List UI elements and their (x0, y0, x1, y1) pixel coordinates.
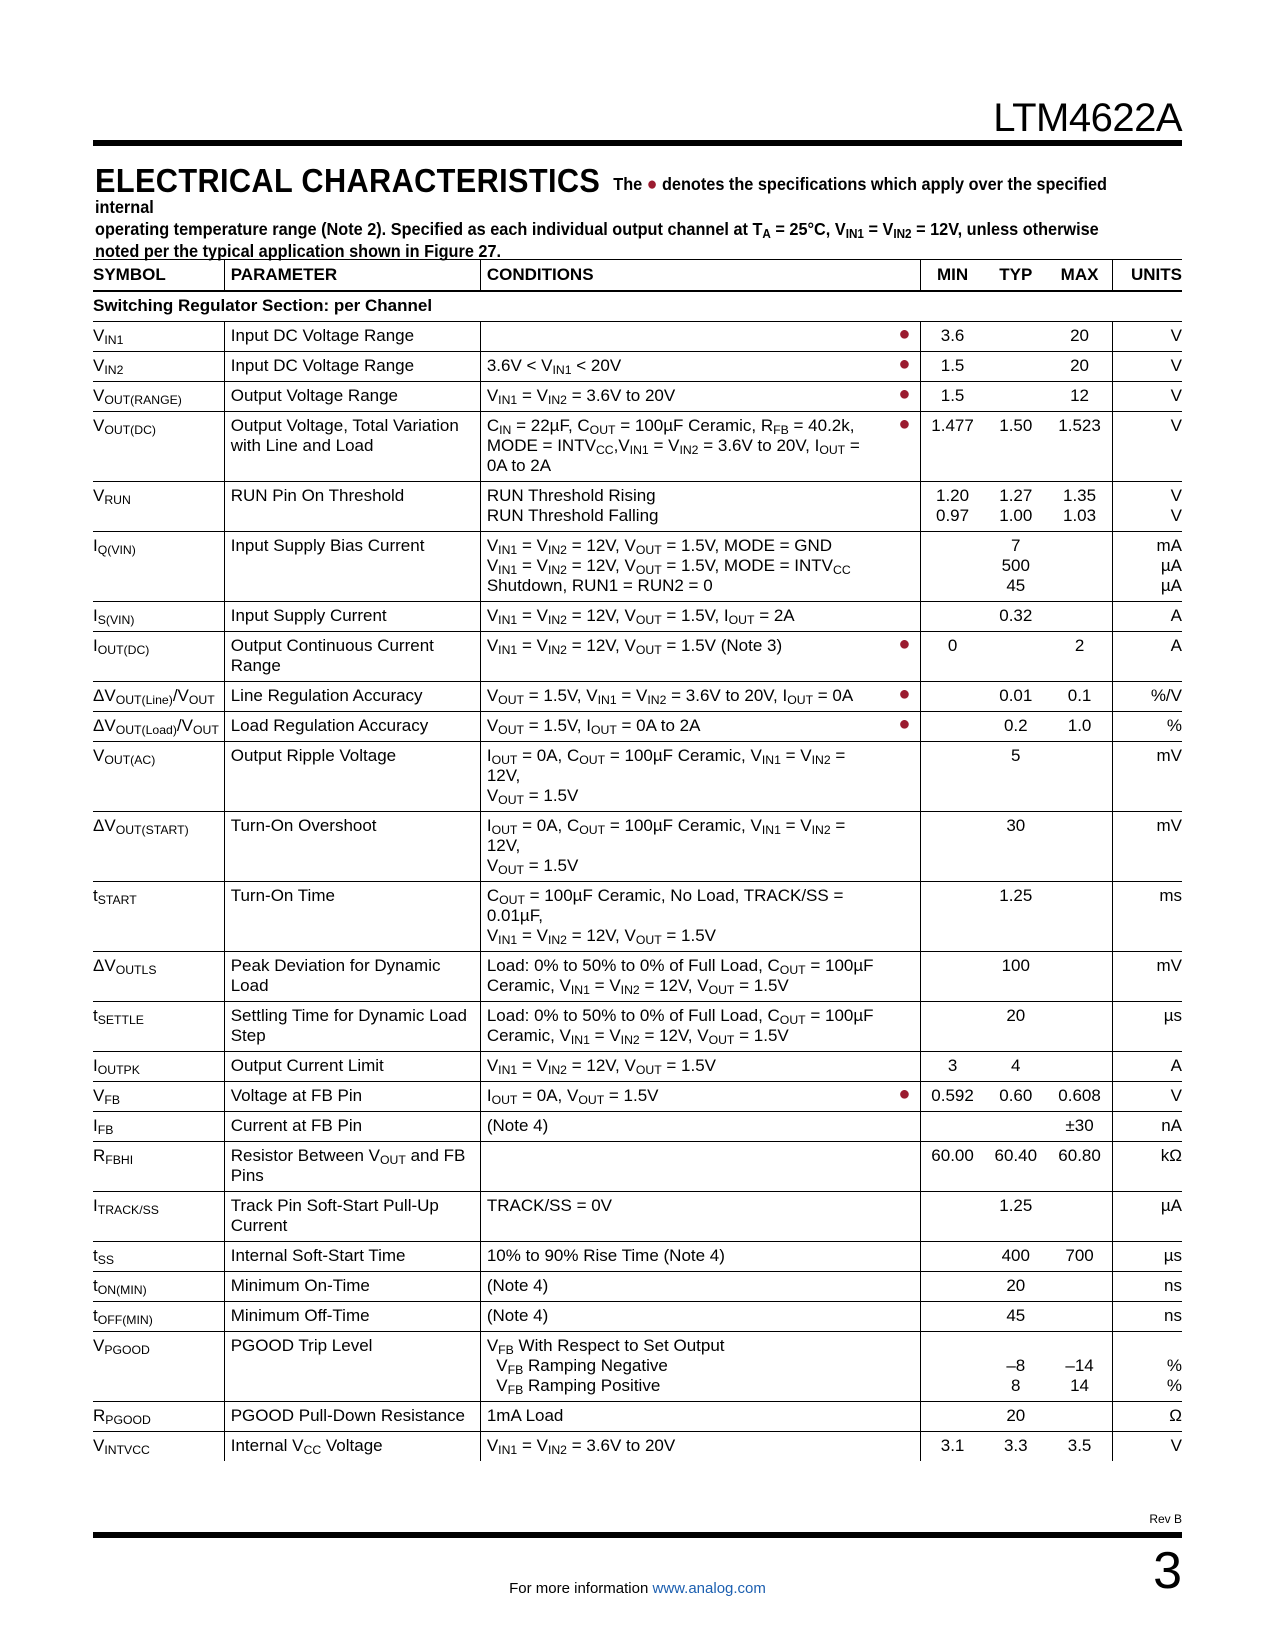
typ-cell: 5 (984, 742, 1047, 812)
section-heading (95, 162, 1109, 262)
max-cell (1048, 812, 1113, 882)
conditions-cell: Load: 0% to 50% to 0% of Full Load, $C_{OUT} = 100\mu F$ Ceramic, $V_{IN1} = V_{IN2} = 12V$, $V_{OUT} = 1.5V$ (480, 952, 889, 1002)
table-row (93, 1432, 1182, 1462)
min-cell (921, 1402, 984, 1432)
typ-cell: 1.27 1.00 (984, 482, 1047, 532)
conditions-cell: $V_{FB}$ With Respect to Set Output $V_{FB}$ Ramping Negative $V_{FB}$ Ramping Positive (480, 1332, 889, 1402)
bullet-cell (889, 1242, 921, 1272)
typ-cell: 30 (984, 812, 1047, 882)
parameter-cell: Load Regulation Accuracy (224, 712, 480, 742)
conditions-cell: (Note 4) (480, 1302, 889, 1332)
table-row (93, 1002, 1182, 1052)
max-cell: 1.0 (1048, 712, 1113, 742)
min-cell (921, 1242, 984, 1272)
bullet-icon: ● (898, 413, 911, 435)
symbol-cell: $\Delta V_{OUTLS}$ (93, 952, 224, 1002)
intro-vin2-sub: IN2 (893, 227, 912, 241)
typ-cell: 45 (984, 1302, 1047, 1332)
symbol-cell: $V_{OUT(RANGE)}$ (93, 382, 224, 412)
typ-cell: 400 (984, 1242, 1047, 1272)
units-cell: mV (1112, 812, 1182, 882)
table-row (93, 1242, 1182, 1272)
table-row (93, 352, 1182, 382)
symbol-cell: $I_{TRACK/SS}$ (93, 1192, 224, 1242)
max-cell (1048, 882, 1113, 952)
table-row (93, 682, 1182, 712)
min-cell: 0 (921, 632, 984, 682)
bullet-cell (889, 742, 921, 812)
min-cell (921, 1112, 984, 1142)
table-row (93, 1332, 1182, 1402)
units-cell: V (1112, 412, 1182, 482)
typ-cell: 1.50 (984, 412, 1047, 482)
units-cell: % (1112, 712, 1182, 742)
bullet-icon: ● (898, 353, 911, 375)
bullet-cell (889, 382, 921, 412)
parameter-cell: Minimum On-Time (224, 1272, 480, 1302)
bullet-icon: ● (898, 323, 911, 345)
symbol-cell: $V_{FB}$ (93, 1082, 224, 1112)
typ-cell: 20 (984, 1002, 1047, 1052)
symbol-cell: $R_{PGOOD}$ (93, 1402, 224, 1432)
conditions-cell: $V_{IN1} = V_{IN2} = 12V$, $V_{OUT} = 1.5V$ (Note 3) (480, 632, 889, 682)
conditions-cell (480, 1142, 889, 1192)
conditions-cell: TRACK/SS = 0V (480, 1192, 889, 1242)
typ-cell: 20 (984, 1402, 1047, 1432)
conditions-cell: $V_{IN1} = V_{IN2} = 3.6V$ to 20V (480, 1432, 889, 1462)
parameter-cell: RUN Pin On Threshold (224, 482, 480, 532)
symbol-cell: $V_{RUN}$ (93, 482, 224, 532)
symbol-cell: $t_{START}$ (93, 882, 224, 952)
col-units: UNITS (1112, 260, 1182, 292)
parameter-cell: Turn-On Time (224, 882, 480, 952)
table-row (93, 1142, 1182, 1192)
col-bullet (889, 260, 921, 292)
bullet-cell (889, 352, 921, 382)
min-cell (921, 742, 984, 812)
bullet-icon: ● (898, 1083, 911, 1105)
conditions-cell: $I_{OUT} = 0A$, $C_{OUT} = 100\mu F$ Ceramic, $V_{IN1} = V_{IN2} = 12V$, $V_{OUT} = 1.5V$ (480, 742, 889, 812)
symbol-cell: $I_{OUT(DC)}$ (93, 632, 224, 682)
conditions-cell: RUN Threshold Rising RUN Threshold Falling (480, 482, 889, 532)
col-symbol: SYMBOL (93, 260, 224, 292)
col-max: MAX (1048, 260, 1113, 292)
units-cell: mA µA µA (1112, 532, 1182, 602)
parameter-cell: Turn-On Overshoot (224, 812, 480, 882)
min-cell (921, 1302, 984, 1332)
table-body (93, 291, 1182, 1461)
symbol-cell: $R_{FBHI}$ (93, 1142, 224, 1192)
footer-link[interactable]: www.analog.com (652, 1580, 766, 1597)
min-cell: 60.00 (921, 1142, 984, 1192)
parameter-cell: Voltage at FB Pin (224, 1082, 480, 1112)
conditions-cell: $V_{OUT} = 1.5V$, $I_{OUT} = 0A$ to 2A (480, 712, 889, 742)
symbol-cell: $\Delta V_{OUT(Load)}/V_{OUT}$ (93, 712, 224, 742)
typ-cell: 0.2 (984, 712, 1047, 742)
typ-cell: 1.25 (984, 1192, 1047, 1242)
units-cell: ns (1112, 1302, 1182, 1332)
typ-cell (984, 382, 1047, 412)
bullet-cell (889, 812, 921, 882)
table-row (93, 952, 1182, 1002)
conditions-cell: $V_{IN1} = V_{IN2} = 3.6V$ to 20V (480, 382, 889, 412)
conditions-cell: $C_{IN} = 22\mu F$, $C_{OUT} = 100\mu F$ Ceramic, $R_{FB} = 40.2k$, MODE = $INTV_{CC},V_{IN1} = V_{IN2} = 3.6V$ to 20V, $I_{OUT} = 0A$ to 2A (480, 412, 889, 482)
typ-cell (984, 322, 1047, 352)
header-rule (93, 140, 1182, 146)
parameter-cell: Output Current Limit (224, 1052, 480, 1082)
min-cell: 1.5 (921, 352, 984, 382)
conditions-cell (480, 322, 889, 352)
part-number: LTM4622A (993, 96, 1182, 140)
intro-line2d: = 12V, unless otherwise (911, 219, 1099, 239)
table-row (93, 532, 1182, 602)
parameter-cell: Output Voltage Range (224, 382, 480, 412)
bullet-cell (889, 1052, 921, 1082)
intro-before: The (613, 174, 643, 194)
max-cell: 0.608 (1048, 1082, 1113, 1112)
conditions-cell: $3.6V < V_{IN1} < 20V$ (480, 352, 889, 382)
typ-cell: 0.60 (984, 1082, 1047, 1112)
parameter-cell: Output Continuous Current Range (224, 632, 480, 682)
symbol-cell: $t_{SETTLE}$ (93, 1002, 224, 1052)
bullet-cell (889, 952, 921, 1002)
intro-line3: noted per the typical application shown in Figure 27. (95, 241, 502, 261)
typ-cell: 20 (984, 1272, 1047, 1302)
min-cell: 0.592 (921, 1082, 984, 1112)
table-row (93, 1192, 1182, 1242)
bullet-cell (889, 602, 921, 632)
typ-cell: 4 (984, 1052, 1047, 1082)
max-cell: 1.35 1.03 (1048, 482, 1113, 532)
conditions-cell: (Note 4) (480, 1112, 889, 1142)
typ-cell: –8 8 (984, 1332, 1047, 1402)
max-cell: 2 (1048, 632, 1113, 682)
bullet-cell (889, 1402, 921, 1432)
max-cell: 1.523 (1048, 412, 1113, 482)
bullet-cell (889, 412, 921, 482)
max-cell (1048, 532, 1113, 602)
bullet-cell (889, 482, 921, 532)
symbol-cell: $I_{OUTPK}$ (93, 1052, 224, 1082)
parameter-cell: Input Supply Bias Current (224, 532, 480, 602)
table-row (93, 812, 1182, 882)
intro-line2b: = 25°C, V (770, 219, 846, 239)
bullet-cell (889, 632, 921, 682)
table-row (93, 1052, 1182, 1082)
table-row (93, 412, 1182, 482)
min-cell (921, 602, 984, 632)
group-row (93, 291, 1182, 322)
conditions-cell: $V_{IN1} = V_{IN2} = 12V$, $V_{OUT} = 1.5V$, MODE = GND $V_{IN1} = V_{IN2} = 12V$, $V_{OUT} = 1.5V$, MODE = $INTV_{CC}$ Shutdown, RUN1 = RUN2 = 0 (480, 532, 889, 602)
min-cell: 3 (921, 1052, 984, 1082)
bullet-icon: ● (898, 633, 911, 655)
max-cell (1048, 1272, 1113, 1302)
max-cell (1048, 1002, 1113, 1052)
parameter-cell: Track Pin Soft-Start Pull-Up Current (224, 1192, 480, 1242)
units-cell: nA (1112, 1112, 1182, 1142)
bullet-cell (889, 1142, 921, 1192)
table-row (93, 1402, 1182, 1432)
min-cell: 3.1 (921, 1432, 984, 1462)
bullet-icon: ● (898, 713, 911, 735)
typ-cell: 100 (984, 952, 1047, 1002)
symbol-cell: $t_{SS}$ (93, 1242, 224, 1272)
bullet-cell (889, 1332, 921, 1402)
conditions-cell: $V_{IN1} = V_{IN2} = 12V$, $V_{OUT} = 1.5V$ (480, 1052, 889, 1082)
footer-rule (93, 1532, 1182, 1538)
max-cell (1048, 1192, 1113, 1242)
min-cell: 1.20 0.97 (921, 482, 984, 532)
parameter-cell: Input DC Voltage Range (224, 322, 480, 352)
symbol-cell: $V_{OUT(DC)}$ (93, 412, 224, 482)
max-cell (1048, 742, 1113, 812)
min-cell: 1.477 (921, 412, 984, 482)
units-cell: A (1112, 1052, 1182, 1082)
table-row (93, 632, 1182, 682)
units-cell: µA (1112, 1192, 1182, 1242)
symbol-cell: $\Delta V_{OUT(START)}$ (93, 812, 224, 882)
symbol-cell: $I_{Q(VIN)}$ (93, 532, 224, 602)
max-cell: 20 (1048, 322, 1113, 352)
units-cell: % % (1112, 1332, 1182, 1402)
max-cell (1048, 602, 1113, 632)
units-cell: A (1112, 602, 1182, 632)
min-cell (921, 1332, 984, 1402)
symbol-cell: $\Delta V_{OUT(Line)}/V_{OUT}$ (93, 682, 224, 712)
min-cell (921, 712, 984, 742)
table-row (93, 1302, 1182, 1332)
bullet-cell (889, 322, 921, 352)
table-row (93, 882, 1182, 952)
table-row (93, 1272, 1182, 1302)
col-min: MIN (921, 260, 984, 292)
footer-more-info: For more information (509, 1580, 649, 1597)
parameter-cell: Settling Time for Dynamic Load Step (224, 1002, 480, 1052)
bullet-cell (889, 1002, 921, 1052)
conditions-cell: $V_{OUT} = 1.5V$, $V_{IN1} = V_{IN2} = 3.6V$ to 20V, $I_{OUT} = 0A$ (480, 682, 889, 712)
symbol-cell: $V_{IN1}$ (93, 322, 224, 352)
min-cell (921, 882, 984, 952)
group-title: Switching Regulator Section: per Channel (93, 291, 1182, 322)
bullet-icon: ● (898, 383, 911, 405)
conditions-cell: $C_{OUT} = 100\mu F$ Ceramic, No Load, TRACK/SS = 0.01µF, $V_{IN1} = V_{IN2} = 12V$, $V_{OUT} = 1.5V$ (480, 882, 889, 952)
parameter-cell: Input DC Voltage Range (224, 352, 480, 382)
parameter-cell: Minimum Off-Time (224, 1302, 480, 1332)
max-cell (1048, 1302, 1113, 1332)
conditions-cell: (Note 4) (480, 1272, 889, 1302)
typ-cell: 0.01 (984, 682, 1047, 712)
units-cell: ms (1112, 882, 1182, 952)
symbol-cell: $I_{FB}$ (93, 1112, 224, 1142)
units-cell: kΩ (1112, 1142, 1182, 1192)
units-cell: µs (1112, 1242, 1182, 1272)
typ-cell (984, 632, 1047, 682)
revision: Rev B (1149, 1512, 1182, 1526)
min-cell (921, 952, 984, 1002)
units-cell: mV (1112, 742, 1182, 812)
bullet-cell (889, 1432, 921, 1462)
parameter-cell: PGOOD Trip Level (224, 1332, 480, 1402)
conditions-cell: $I_{OUT} = 0A$, $V_{OUT} = 1.5V$ (480, 1082, 889, 1112)
footer-info (0, 1580, 1275, 1597)
parameter-cell: Output Voltage, Total Variation with Line and Load (224, 412, 480, 482)
min-cell (921, 682, 984, 712)
bullet-cell (889, 532, 921, 602)
typ-cell: 60.40 (984, 1142, 1047, 1192)
symbol-cell: $t_{ON(MIN)}$ (93, 1272, 224, 1302)
units-cell: V V (1112, 482, 1182, 532)
typ-cell: 0.32 (984, 602, 1047, 632)
max-cell: ±30 (1048, 1112, 1113, 1142)
electrical-characteristics-table (93, 259, 1182, 1461)
parameter-cell: Resistor Between $V_{OUT}$ and FB Pins (224, 1142, 480, 1192)
symbol-cell: $V_{OUT(AC)}$ (93, 742, 224, 812)
intro-line1: denotes the specifications which apply over the specified internal (95, 174, 1107, 217)
max-cell: –14 14 (1048, 1332, 1113, 1402)
bullet-icon: ● (646, 174, 658, 195)
col-conditions: CONDITIONS (480, 260, 889, 292)
conditions-cell: 1mA Load (480, 1402, 889, 1432)
table-row (93, 1112, 1182, 1142)
table-row (93, 742, 1182, 812)
max-cell (1048, 1402, 1113, 1432)
units-cell: mV (1112, 952, 1182, 1002)
intro-line2a: operating temperature range (Note 2). Specified as each individual output channel at T (95, 219, 763, 239)
parameter-cell: Peak Deviation for Dynamic Load (224, 952, 480, 1002)
units-cell: Ω (1112, 1402, 1182, 1432)
typ-cell (984, 1112, 1047, 1142)
units-cell: V (1112, 1432, 1182, 1462)
table-row (93, 602, 1182, 632)
col-typ: TYP (984, 260, 1047, 292)
units-cell: A (1112, 632, 1182, 682)
max-cell: 3.5 (1048, 1432, 1113, 1462)
parameter-cell: Output Ripple Voltage (224, 742, 480, 812)
intro-ta-sub: A (762, 227, 771, 241)
table-row (93, 712, 1182, 742)
table-header-row (93, 260, 1182, 292)
section-title: ELECTRICAL CHARACTERISTICS (95, 162, 601, 199)
page-number: 3 (1153, 1542, 1182, 1600)
parameter-cell: Line Regulation Accuracy (224, 682, 480, 712)
min-cell: 1.5 (921, 382, 984, 412)
table-row (93, 482, 1182, 532)
parameter-cell: Input Supply Current (224, 602, 480, 632)
typ-cell: 1.25 (984, 882, 1047, 952)
col-parameter: PARAMETER (224, 260, 480, 292)
max-cell: 0.1 (1048, 682, 1113, 712)
units-cell: %/V (1112, 682, 1182, 712)
max-cell (1048, 952, 1113, 1002)
conditions-cell: Load: 0% to 50% to 0% of Full Load, $C_{OUT} = 100\mu F$ Ceramic, $V_{IN1} = V_{IN2} = 12V$, $V_{OUT} = 1.5V$ (480, 1002, 889, 1052)
max-cell: 700 (1048, 1242, 1113, 1272)
bullet-cell (889, 712, 921, 742)
parameter-cell: Internal Soft-Start Time (224, 1242, 480, 1272)
max-cell: 20 (1048, 352, 1113, 382)
bullet-cell (889, 682, 921, 712)
conditions-cell: $I_{OUT} = 0A$, $C_{OUT} = 100\mu F$ Ceramic, $V_{IN1} = V_{IN2} = 12V$, $V_{OUT} = 1.5V$ (480, 812, 889, 882)
typ-cell: 3.3 (984, 1432, 1047, 1462)
symbol-cell: $V_{IN2}$ (93, 352, 224, 382)
conditions-cell: $V_{IN1} = V_{IN2} = 12V$, $V_{OUT} = 1.5V$, $I_{OUT} = 2A$ (480, 602, 889, 632)
table-row (93, 382, 1182, 412)
min-cell: 3.6 (921, 322, 984, 352)
intro-line2c: = V (863, 219, 894, 239)
min-cell (921, 1192, 984, 1242)
bullet-cell (889, 1272, 921, 1302)
bullet-cell (889, 1302, 921, 1332)
symbol-cell: $V_{PGOOD}$ (93, 1332, 224, 1402)
bullet-cell (889, 1112, 921, 1142)
max-cell (1048, 1052, 1113, 1082)
symbol-cell: $t_{OFF(MIN)}$ (93, 1302, 224, 1332)
units-cell: ns (1112, 1272, 1182, 1302)
max-cell: 60.80 (1048, 1142, 1113, 1192)
units-cell: V (1112, 382, 1182, 412)
intro-vin1-sub: IN1 (845, 227, 864, 241)
max-cell: 12 (1048, 382, 1113, 412)
bullet-cell (889, 1082, 921, 1112)
min-cell (921, 812, 984, 882)
units-cell: V (1112, 322, 1182, 352)
table-row (93, 1082, 1182, 1112)
conditions-cell: 10% to 90% Rise Time (Note 4) (480, 1242, 889, 1272)
min-cell (921, 1272, 984, 1302)
units-cell: V (1112, 352, 1182, 382)
typ-cell (984, 352, 1047, 382)
min-cell (921, 1002, 984, 1052)
units-cell: V (1112, 1082, 1182, 1112)
parameter-cell: Current at FB Pin (224, 1112, 480, 1142)
bullet-cell (889, 882, 921, 952)
bullet-icon: ● (898, 683, 911, 705)
table-row (93, 322, 1182, 352)
symbol-cell: $I_{S(VIN)}$ (93, 602, 224, 632)
parameter-cell: Internal $V_{CC}$ Voltage (224, 1432, 480, 1462)
bullet-cell (889, 1192, 921, 1242)
symbol-cell: $V_{INTVCC}$ (93, 1432, 224, 1462)
units-cell: µs (1112, 1002, 1182, 1052)
typ-cell: 7 500 45 (984, 532, 1047, 602)
parameter-cell: PGOOD Pull-Down Resistance (224, 1402, 480, 1432)
min-cell (921, 532, 984, 602)
